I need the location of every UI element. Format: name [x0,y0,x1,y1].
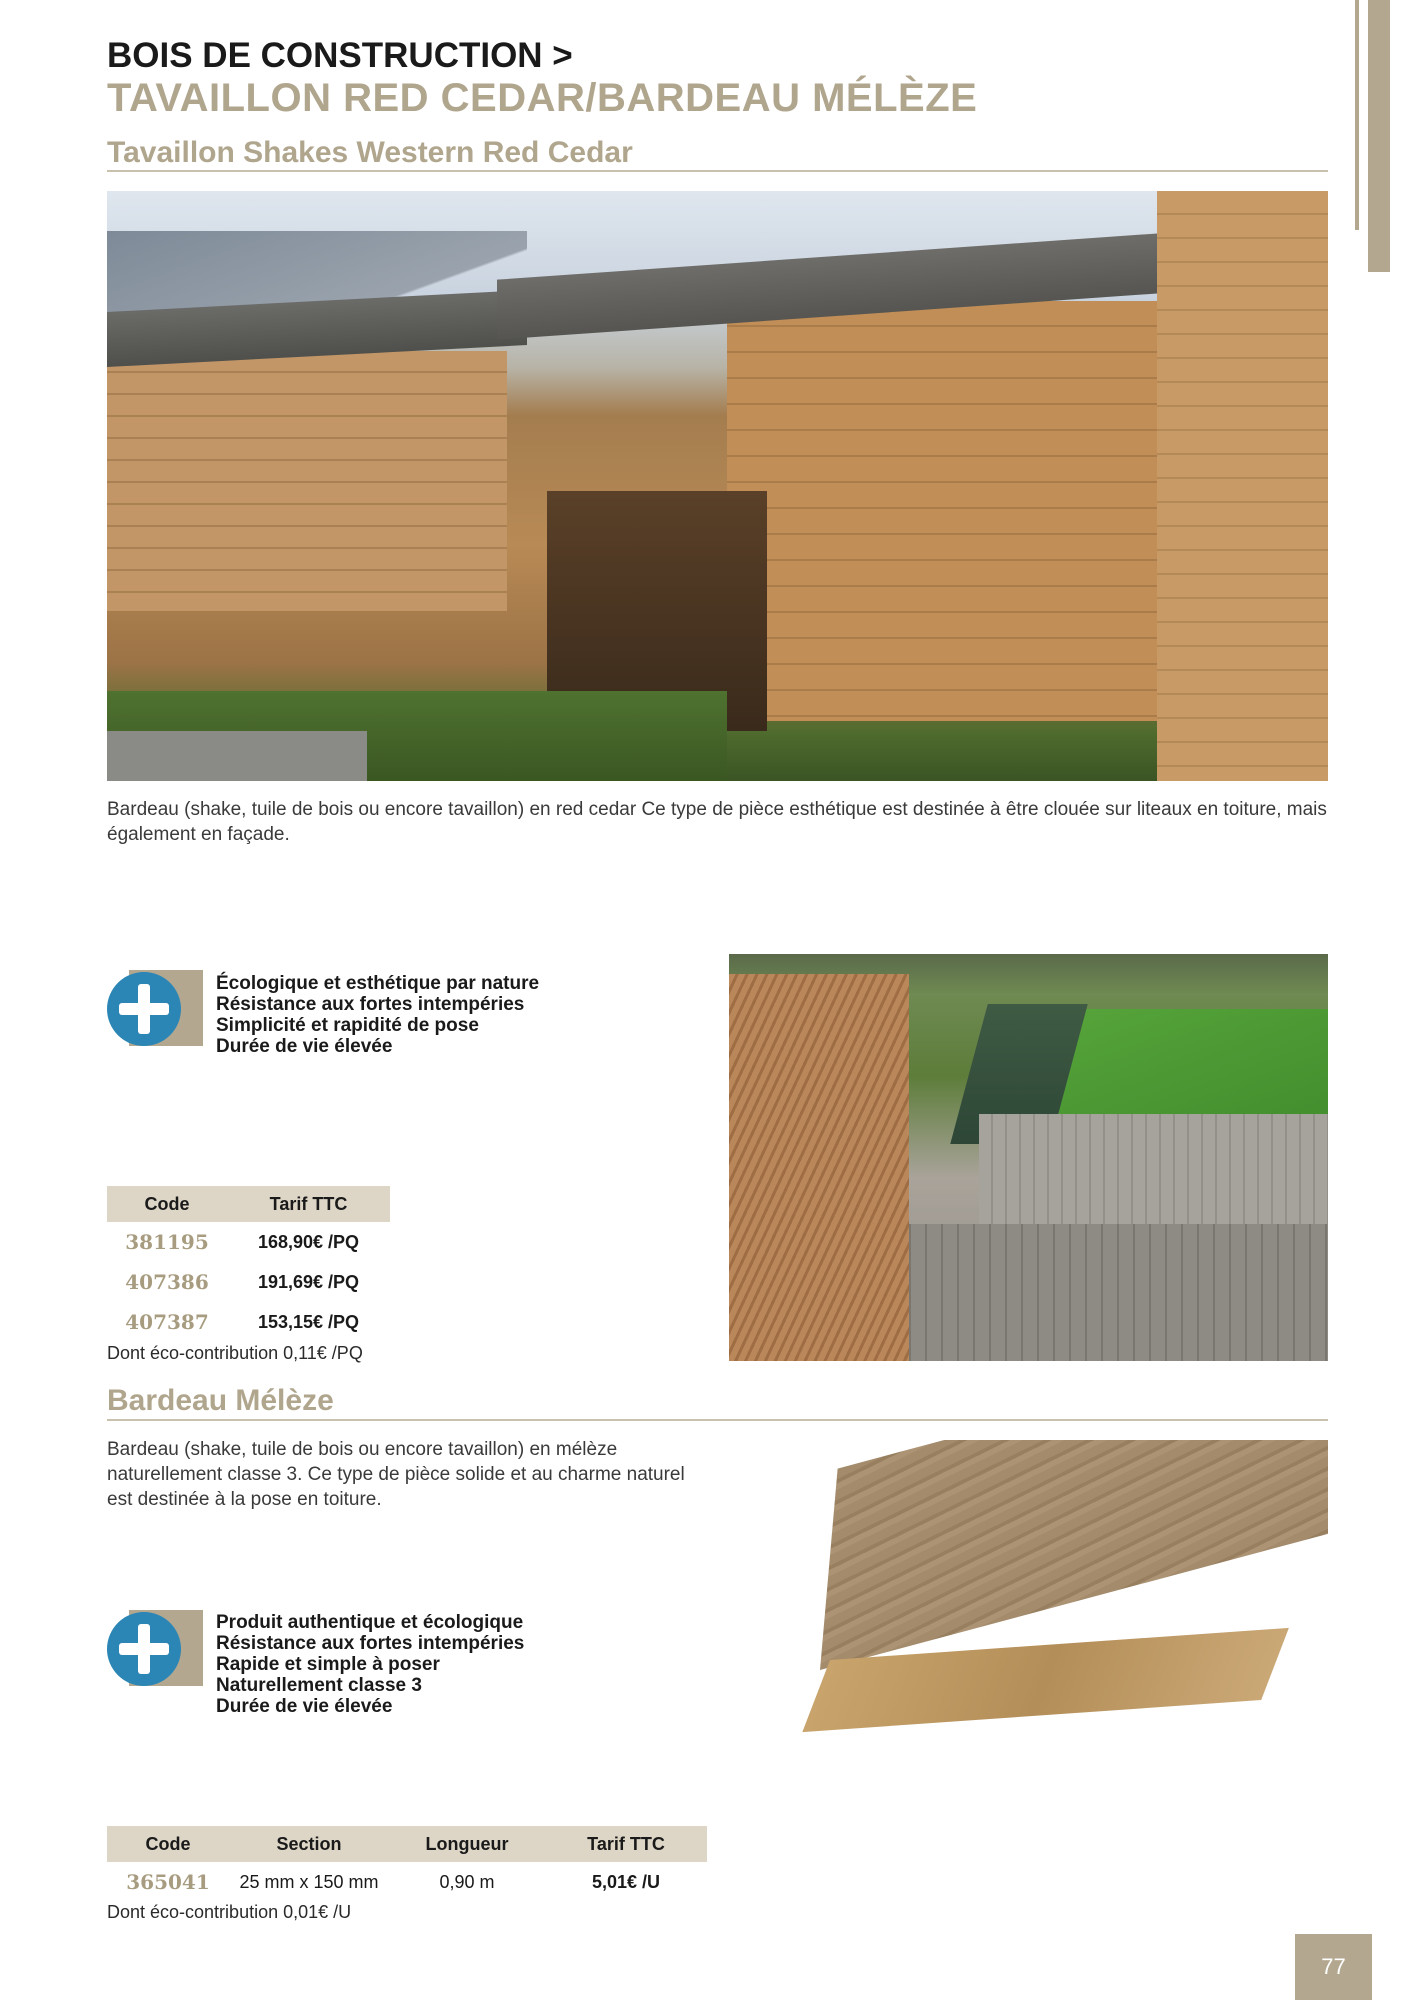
decorative-bar-thin [1355,0,1359,230]
feature-item: Résistance aux fortes intempéries [216,994,525,1015]
feature-item: Produit authentique et écologique [216,1612,524,1633]
feature-item: Résistance aux fortes intempéries [216,1633,525,1654]
larch-shingle-photo [800,1440,1328,1760]
feature-item: Écologique et esthétique par nature [216,973,540,994]
feature-item: Simplicité et rapidité de pose [216,1015,479,1036]
product-price: 153,15€ /PQ [257,1311,360,1332]
product-price: 5,01€ /U [591,1871,661,1892]
table-row [107,1862,707,1902]
table-row [107,1222,390,1262]
section2-title: Bardeau Mélèze [107,1384,334,1417]
category-heading: BOIS DE CONSTRUCTION > [107,36,573,75]
product-price: 191,69€ /PQ [257,1271,360,1292]
product-section: 25 mm x 150 mm [239,1871,379,1892]
plus-badge-icon [107,970,203,1048]
product-length: 0,90 m [439,1871,495,1892]
section2-features [216,1612,524,1717]
product-code: 407387 [125,1310,209,1334]
page-title: TAVAILLON RED CEDAR/BARDEAU MÉLÈZE [107,76,978,120]
product-code: 407386 [125,1270,209,1294]
section2-price-table [107,1826,707,1902]
roof-garden-photo [729,954,1328,1361]
plus-badge-icon [107,1610,203,1688]
decorative-bar-thick [1368,0,1390,272]
section1-eco-contribution: Dont éco-contribution 0,11€ /PQ [107,1343,363,1363]
product-price: 168,90€ /PQ [257,1231,360,1252]
column-header-code: Code [107,1186,227,1222]
column-header-code: Code [107,1826,229,1862]
column-header-length: Longueur [389,1826,545,1862]
feature-item: Durée de vie élevée [216,1696,393,1717]
section2-eco-contribution: Dont éco-contribution 0,01€ /U [107,1902,352,1922]
feature-item: Rapide et simple à poser [216,1654,440,1675]
section2-divider [107,1419,1328,1421]
table-row [107,1262,390,1302]
page-number: 77 [1295,1934,1372,2000]
column-header-price: Tarif TTC [545,1826,707,1862]
house-facade-photo [107,191,1328,781]
product-code: 365041 [126,1870,210,1894]
feature-item: Naturellement classe 3 [216,1675,422,1696]
section1-features [216,973,539,1057]
column-header-section: Section [229,1826,389,1862]
feature-item: Durée de vie élevée [216,1036,393,1057]
section1-description: Bardeau (shake, tuile de bois ou encore tavaillon) en red cedar Ce type de pièce esthétique est destinée à être clouée sur liteaux en toiture, mais également en façade. [107,799,1327,845]
section1-price-table [107,1186,390,1342]
column-header-price: Tarif TTC [227,1186,390,1222]
table-row [107,1302,390,1342]
section2-description: Bardeau (shake, tuile de bois ou encore tavaillon) en mélèze naturellement classe 3. Ce type de pièce solide et au charme naturel est destinée à la pose en toiture. [107,1439,685,1510]
section1-divider [107,170,1328,172]
section1-title: Tavaillon Shakes Western Red Cedar [107,136,633,169]
product-code: 381195 [125,1230,209,1254]
